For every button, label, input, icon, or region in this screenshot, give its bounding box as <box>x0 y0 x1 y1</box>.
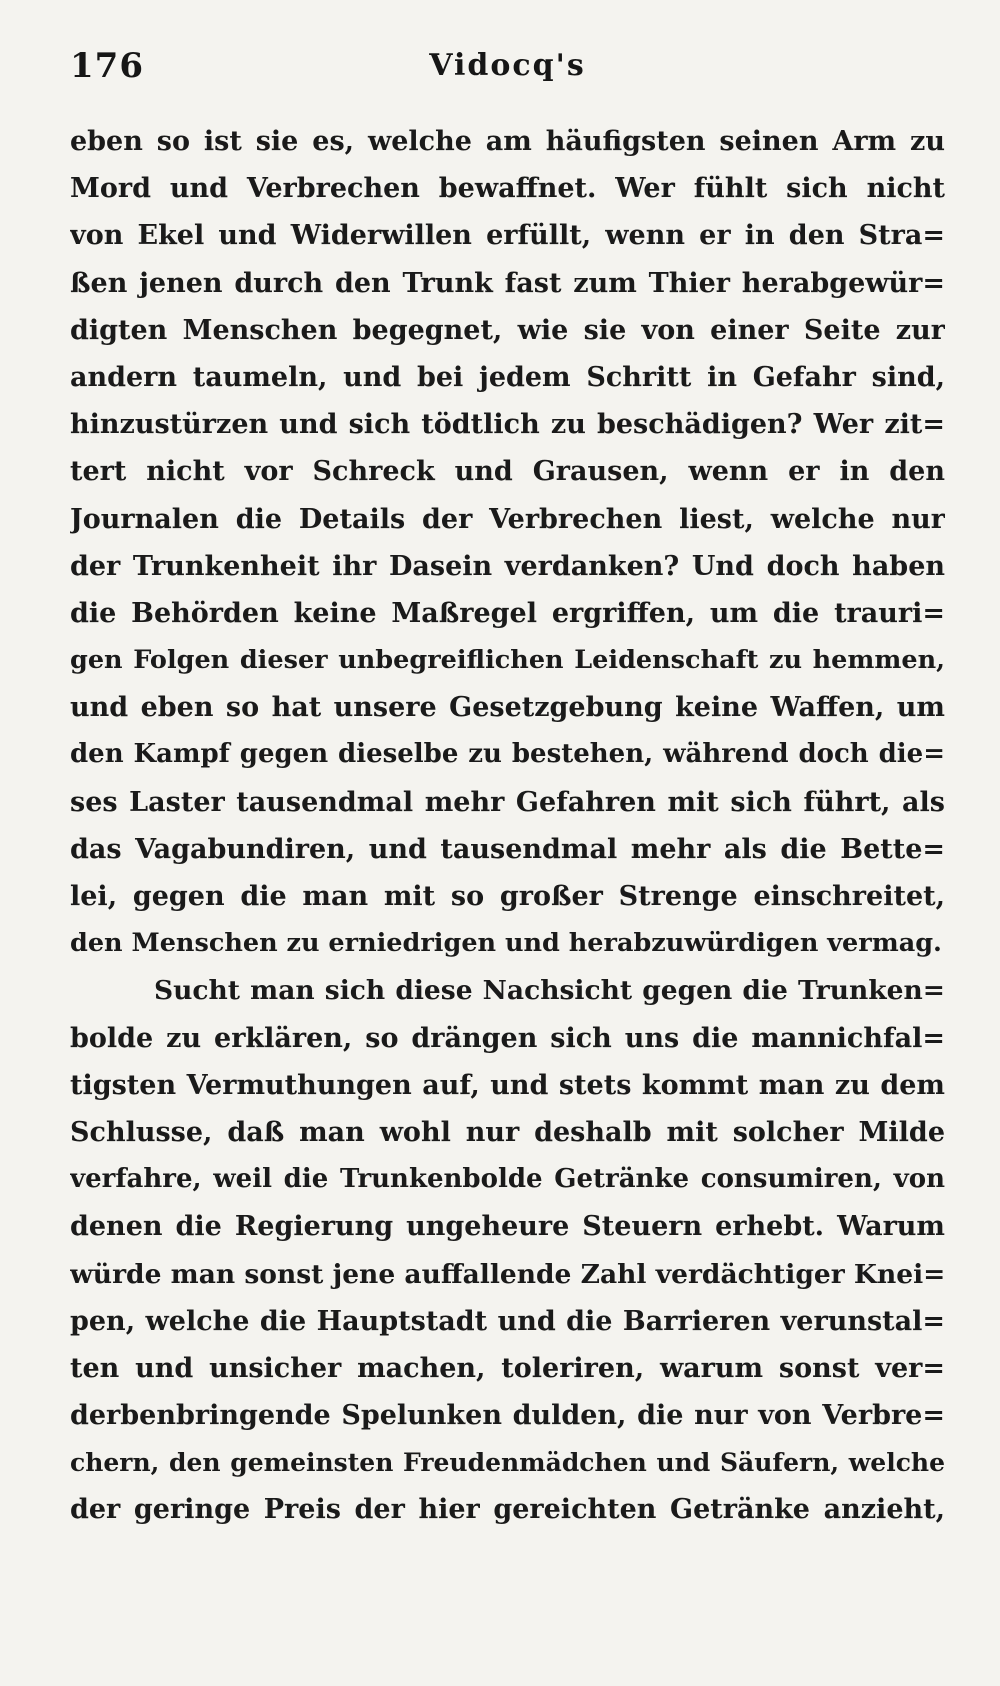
text-line: gen Folgen dieser unbegreiflichen Leidenschaft zu hemmen, <box>70 645 945 676</box>
text-line: verfahre, weil die Trunkenbolde Getränke consumiren, von <box>70 1164 945 1195</box>
text-line: Schlusse, daß man wohl nur deshalb mit solcher Milde <box>70 1116 945 1148</box>
text-line: ßen jenen durch den Trunk fast zum Thier herabgewür= <box>70 267 945 299</box>
page-header <box>70 40 945 100</box>
text-line: würde man sonst jene auffallende Zahl verdächtiger Knei= <box>70 1258 945 1290</box>
text-line: denen die Regierung ungeheure Steuern erhebt. Warum <box>70 1211 945 1243</box>
text-line: eben so ist sie es, welche am häufigsten seinen Arm zu <box>70 126 945 157</box>
text-line: und eben so hat unsere Gesetzgebung keine Waffen, um <box>70 692 945 724</box>
text-line: den Menschen zu erniedrigen und herabzuwürdigen vermag. <box>70 928 942 959</box>
text-line: Journalen die Details der Verbrechen liest, welche nur <box>70 503 945 535</box>
text-line: tert nicht vor Schreck und Grausen, wenn er in den <box>70 456 945 488</box>
page-number: 176 <box>70 46 144 86</box>
body-text <box>70 118 945 1534</box>
text-line: ses Laster tausendmal mehr Gefahren mit sich führt, als <box>70 786 945 818</box>
text-line: Sucht man sich diese Nachsicht gegen die Trunken= <box>154 975 945 1007</box>
running-head: Vidocq's <box>429 48 586 83</box>
text-line: hinzustürzen und sich tödtlich zu beschädigen? Wer zit= <box>70 409 945 441</box>
text-line: pen, welche die Hauptstadt und die Barrieren verunstal= <box>70 1305 945 1337</box>
text-line: bolde zu erklären, so drängen sich uns die mannichfal= <box>70 1022 945 1054</box>
text-line: tigsten Vermuthungen auf, und stets kommt man zu dem <box>70 1069 945 1101</box>
text-line: die Behörden keine Maßregel ergriffen, um die trauri= <box>70 597 945 629</box>
text-line: das Vagabundiren, und tausendmal mehr als die Bette= <box>70 833 945 865</box>
text-line: der Trunkenheit ihr Dasein verdanken? Und doch haben <box>70 550 945 582</box>
text-line: ten und unsicher machen, toleriren, warum sonst ver= <box>70 1352 945 1384</box>
text-line: digten Menschen begegnet, wie sie von einer Seite zur <box>70 314 945 346</box>
text-line: lei, gegen die man mit so großer Strenge einschreitet, <box>70 881 945 912</box>
text-line: chern, den gemeinsten Freudenmädchen und Säufern, welche <box>70 1448 945 1478</box>
text-line: den Kampf gegen dieselbe zu bestehen, während doch die= <box>70 739 945 770</box>
text-line: derbenbringende Spelunken dulden, die nur von Verbre= <box>70 1400 945 1432</box>
text-line: Mord und Verbrechen bewaffnet. Wer fühlt sich nicht <box>70 173 945 205</box>
text-line: andern taumeln, und bei jedem Schritt in Gefahr sind, <box>70 361 945 393</box>
text-line: der geringe Preis der hier gereichten Getränke anzieht, <box>70 1494 945 1526</box>
text-line: von Ekel und Widerwillen erfüllt, wenn er in den Stra= <box>70 220 945 252</box>
